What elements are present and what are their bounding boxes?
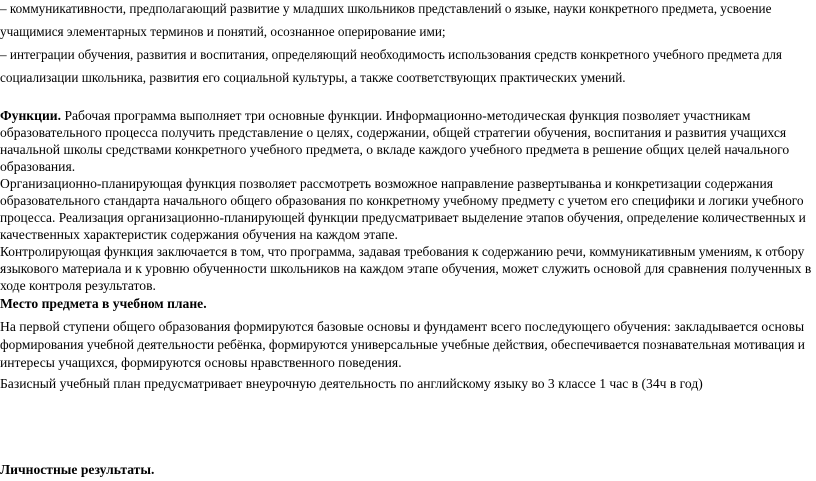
functions-line: ходе контроля результатов. (0, 278, 156, 293)
functions-line: языкового материала и к уровню обученности школьников на каждом этапе обучения, может служить основой для сравнения полученных в (0, 261, 812, 276)
functions-line: качественных характеристик содержания обучения на каждом этапе. (0, 227, 398, 242)
list-item-2-line-2: социализации школьника, развития его социальной культуры, а также соответствующих практических умений. (0, 70, 626, 85)
functions-line: Организационно-планирующая функция позволяет рассмотреть возможное направление развертываньа и конкретизации содержания (0, 176, 773, 191)
place-line: На первой ступени общего образования формируются базовые основы и фундамент всего последующего обучения: закладывается основы (0, 319, 805, 334)
place-line: Базисный учебный план предусматривает внеурочную деятельность по английскому языку во 3 классе 1 час в (34ч в год) (0, 376, 703, 391)
list-item-2-line-1: – интеграции обучения, развития и воспитания, определяющий необходимость использования средств конкретного учебного предмета для (0, 47, 782, 62)
functions-heading: Функции. (0, 108, 62, 123)
functions-line: образования. (0, 159, 76, 174)
place-line: интересы учащихся, формируются основы нравственного поведения. (0, 355, 402, 370)
functions-line: процесса. Реализация организационно-планирующей функции предусматривает выделение этапов обучения, определение количественных и (0, 210, 806, 225)
functions-paragraph-first-line (0, 107, 750, 124)
functions-line: начальной школы средствами конкретного учебного предмета, о вкладе каждого учебного предмета в решение общих целей начального (0, 142, 790, 157)
functions-line: образовательного процесса получить представление о целях, содержании, общей стратегии обучения, воспитания и развития учащихся (0, 125, 787, 140)
functions-line: Рабочая программа выполняет три основные функции. Информационно-методическая функция позволяет участникам (61, 108, 751, 123)
place-heading: Место предмета в учебном плане. (0, 296, 207, 311)
functions-line: образовательного стандарта начального общего образования по конкретному учебному предмету с учетом его специфики и логики учебного (0, 193, 804, 208)
place-line: формирования учебной деятельности ребёнка, формируются универсальные учебные действия, обеспечивается познавательная мотивация и (0, 337, 805, 352)
list-item-1-line-2: учащимися элементарных терминов и понятий, осознанное оперирование ими; (0, 24, 446, 39)
functions-line: Контролирующая функция заключается в том, что программа, задавая требования к содержанию речи, коммуникативным умениям, к отбору (0, 244, 805, 259)
results-heading: Личностные результаты. (0, 462, 155, 477)
list-item-1-line-1: – коммуникативности, предполагающий развитие у младших школьников представлений о языке, науки конкретного предмета, усвоение (0, 1, 772, 16)
